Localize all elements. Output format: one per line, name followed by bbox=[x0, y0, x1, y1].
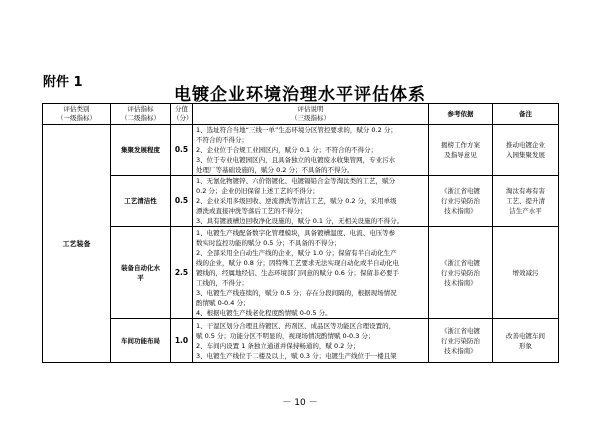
table-row bbox=[43, 125, 559, 176]
table-header-row bbox=[43, 104, 559, 125]
remarks-cell: 增效减污 bbox=[493, 227, 559, 319]
header-indicator: 评估指标 （二级指标） bbox=[111, 104, 171, 125]
table-row bbox=[43, 176, 559, 227]
basis-cell: 《浙江省电镀 行业污染防治 技术指南》 bbox=[429, 176, 493, 227]
description-cell: 1、电镀生产线配备数字化管理模块，具备镀槽温度、电流、电压等参 数实时监控功能的赋分 0.5 分；不具备的不得分； 2、全部采用全自动生产线的企业，赋分 1.0 分；保留有半自动化生产 线的企业，赋分 0.8 分；因特殊工艺要求无法实现自动化或半自动化电 镀线的，经属地经信、生态环境部门同意的赋分 0.6 分；保留非必要手 工线的，不得分； 3、电镀生产线连续的，赋分 0.5 分；存在分段间隔的，根据现场情况 酌情赋 0-0.4 分； 4、根据电镀生产线老化程度酌情赋 0-0.5 分。 bbox=[193, 227, 429, 319]
category-cell: 工艺装备 bbox=[43, 125, 111, 363]
page-number: － 10 － bbox=[282, 398, 318, 408]
header-basis: 参考依据 bbox=[429, 104, 493, 125]
indicator-cell: 装备自动化水 平 bbox=[111, 227, 171, 319]
score-cell: 2.5 bbox=[171, 227, 193, 319]
header-score: 分值 （分） bbox=[171, 104, 193, 125]
indicator-cell: 工艺清洁性 bbox=[111, 176, 171, 227]
description-cell: 1、干湿区划分合理且待镀区、药剂区、成品区等功能区合理设置的， 赋 0.5 分；功能分区不明显的，视现场情况酌情赋 0-0.3 分； 2、车间内设置 1 条独立通道并保持畅通的，赋 0.2 分； 3、电镀生产线位于二楼及以上，赋 0.3 分；电镀生产线位于一楼且架 bbox=[193, 319, 429, 363]
basis-cell: 揭榜工作方案 及指导意见 bbox=[429, 125, 493, 176]
table-row bbox=[43, 319, 559, 363]
description-cell: 1、无氰化物镀锌、六价铬镀化、电镀镉铅合金等淘汰类的工艺，赋分 0.2 分；企业仍旧保留上述工艺的不得分； 2、企业采用多级回收、逆流漂洗等清洁工艺，赋分 0.2 分，采用单级 漂洗或直接冲洗等落后工艺的不得分； 3、具有镀液槽边回收净化设施的，赋分 0.1 分，无相关设施的不得分。 bbox=[193, 176, 429, 227]
table-row bbox=[43, 227, 559, 319]
remarks-cell: 淘汰有毒有害 工艺、提升清 洁生产水平 bbox=[493, 176, 559, 227]
remarks-cell: 改善电镀车间 形象 bbox=[493, 319, 559, 363]
remarks-cell: 推动电镀企业 入园集聚发展 bbox=[493, 125, 559, 176]
evaluation-table bbox=[42, 103, 559, 363]
indicator-cell: 集聚发展程度 bbox=[111, 125, 171, 176]
score-cell: 0.5 bbox=[171, 176, 193, 227]
header-remarks: 备注 bbox=[493, 104, 559, 125]
basis-cell: 《浙江省电镀 行业污染防治 技术指南》 bbox=[429, 227, 493, 319]
basis-cell: 《浙江省电镀 行业污染防治 技术指南》 bbox=[429, 319, 493, 363]
header-category: 评估类别 （一级指标） bbox=[43, 104, 111, 125]
score-cell: 1.0 bbox=[171, 319, 193, 363]
indicator-cell: 车间功能布局 bbox=[111, 319, 171, 363]
header-description: 评估说明 （三级指标） bbox=[193, 104, 429, 125]
document-title: 电镀企业环境治理水平评估体系 bbox=[174, 85, 426, 105]
annex-label: 附件 1 bbox=[43, 75, 83, 90]
description-cell: 1、选址符合当地“三线一单”生态环境分区管控要求的，赋分 0.2 分； 不符合的不得分； 2、企业位于合规工业园区内，赋分 0.1 分；不符合的不得分； 3、位于专业电镀园区内，且具备独立的电镀废水收集管网，专业污水 处理厂等基础设施的，赋分 0.2 分；不具备的不得分。 bbox=[193, 125, 429, 176]
score-cell: 0.5 bbox=[171, 125, 193, 176]
